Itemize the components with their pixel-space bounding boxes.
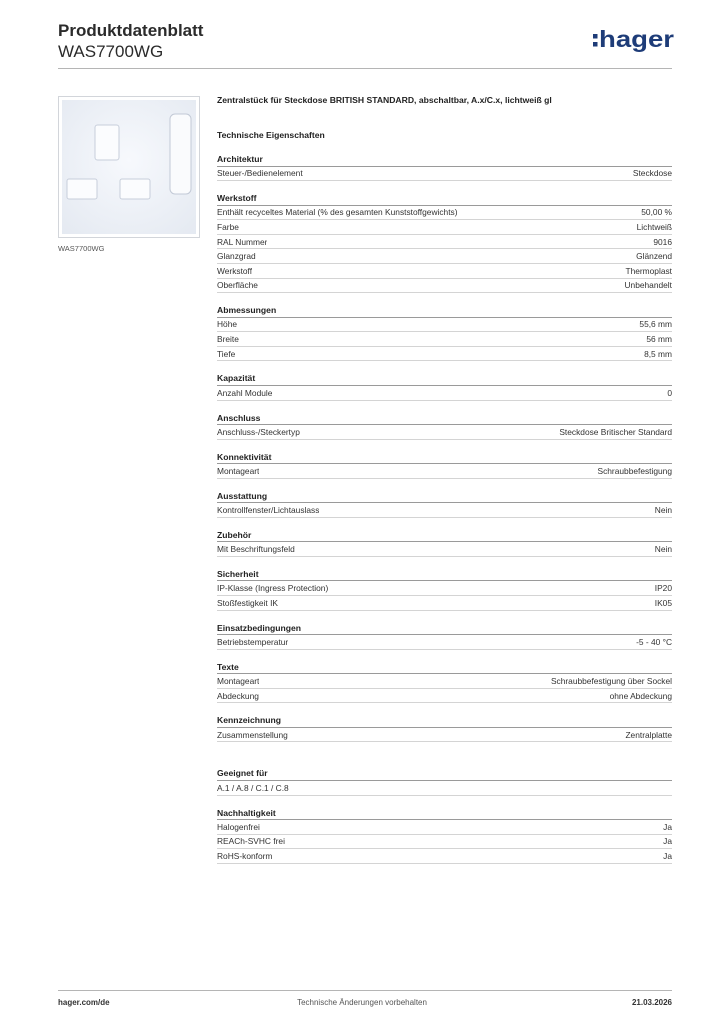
logo-dot-bottom [593,42,598,47]
datasheet-content [217,93,672,864]
property-value: Schraubbefestigung über Sockel [550,675,672,686]
group-title: Kapazität [217,371,672,386]
property-group [217,152,672,181]
property-value: Unbehandelt [624,280,672,291]
property-name: Stoßfestigkeit IK [217,597,278,608]
property-row [217,581,672,596]
header-divider [58,68,672,69]
property-name: Glanzgrad [217,251,256,262]
property-group [217,528,672,557]
group-title: Zubehör [217,528,672,543]
property-name: RoHS-konform [217,851,273,862]
property-row [217,781,672,796]
property-group [217,660,672,704]
property-group [217,567,672,611]
property-name: Montageart [217,465,260,476]
property-value: 0 [667,387,672,398]
property-group [217,766,672,795]
property-group [217,806,672,864]
property-group [217,371,672,400]
property-value: IK05 [654,597,672,608]
property-row [217,332,672,347]
logo-dot-top [593,34,598,39]
property-group [217,191,672,293]
socket-live-slot [120,179,150,199]
property-row [217,820,672,835]
footer-note: Technische Änderungen vorbehalten [297,998,427,1007]
property-value: Steckdose Britischer Standard [559,426,672,437]
hager-logo [592,24,676,60]
group-title: Anschluss [217,411,672,426]
property-value: IP20 [654,583,672,594]
property-row [217,503,672,518]
property-name: Kontrollfenster/Lichtauslass [217,505,320,516]
property-row [217,220,672,235]
group-title: Sicherheit [217,567,672,582]
property-name: Tiefe [217,348,236,359]
property-value: 50,00 % [641,207,672,218]
group-title: Geeignet für [217,766,672,781]
property-name: A.1 / A.8 / C.1 / C.8 [217,782,289,793]
property-name: Werkstoff [217,265,253,276]
property-name: Montageart [217,675,260,686]
property-row [217,206,672,221]
property-value: Nein [654,505,672,516]
footer-date: 21.03.2026 [631,998,672,1007]
group-title: Konnektivität [217,450,672,465]
property-name: REACh-SVHC frei [217,836,285,847]
group-title: Texte [217,660,672,675]
property-name: Oberfläche [217,280,258,291]
property-group [217,621,672,650]
property-row [217,279,672,294]
property-value: Nein [654,544,672,555]
property-row [217,674,672,689]
product-image [58,96,200,238]
group-title: Nachhaltigkeit [217,806,672,821]
page-title: Produktdatenblatt [58,21,204,40]
property-name: Zusammenstellung [217,729,288,740]
property-value: -5 - 40 °C [636,636,672,647]
property-row [217,235,672,250]
socket-neutral-slot [67,179,97,199]
property-row [217,728,672,743]
logo-wordmark: hager [599,26,675,52]
property-group [217,303,672,361]
property-name: Höhe [217,319,238,330]
property-value: Thermoplast [625,265,672,276]
group-title: Ausstattung [217,489,672,504]
socket-illustration [62,100,196,234]
group-title: Einsatzbedingungen [217,621,672,636]
article-number: WAS7700WG [58,42,164,61]
group-title: Werkstoff [217,191,672,206]
property-row [217,249,672,264]
property-row [217,264,672,279]
property-name: Betriebstemperatur [217,636,289,647]
property-value: Ja [663,836,672,847]
property-row [217,835,672,850]
property-value: Schraubbefestigung [597,465,672,476]
footer-divider [58,990,672,991]
section-title: Technische Eigenschaften [217,130,325,140]
property-value: 8,5 mm [644,348,672,359]
property-group [217,713,672,742]
property-row [217,347,672,362]
property-name: Anschluss-/Steckertyp [217,426,300,437]
property-row [217,167,672,182]
group-title: Architektur [217,152,672,167]
socket-switch [170,114,191,194]
property-value: Ja [663,851,672,862]
image-caption: WAS7700WG [58,244,105,253]
property-value: 56 mm [646,334,672,345]
property-value: 55,6 mm [639,319,672,330]
property-row [217,689,672,704]
property-row [217,596,672,611]
property-value: Steckdose [632,168,672,179]
property-groups [217,152,672,864]
property-name: IP-Klasse (Ingress Protection) [217,583,329,594]
property-row [217,464,672,479]
product-description: Zentralstück für Steckdose BRITISH STANDARD, abschaltbar, A.x/C.x, lichtweiß gl [217,95,552,105]
property-row [217,425,672,440]
property-row [217,386,672,401]
property-value: Ja [663,821,672,832]
property-row [217,635,672,650]
page-header [58,20,203,62]
property-group [217,489,672,518]
group-title: Kennzeichnung [217,713,672,728]
footer-website: hager.com/de [58,998,110,1007]
property-value: Lichtweiß [636,221,672,232]
property-name: Enthält recyceltes Material (% des gesamten Kunststoffgewichts) [217,207,458,218]
property-name: Breite [217,334,239,345]
property-value: 9016 [653,236,672,247]
property-name: RAL Nummer [217,236,268,247]
property-name: Steuer-/Bedienelement [217,168,303,179]
property-group [217,411,672,440]
socket-earth-slot [95,125,119,160]
property-value: Glänzend [636,251,672,262]
property-row [217,849,672,864]
group-title: Abmessungen [217,303,672,318]
property-value: ohne Abdeckung [609,690,672,701]
property-value: Zentralplatte [625,729,672,740]
property-group [217,450,672,479]
property-name: Abdeckung [217,690,259,701]
property-name: Anzahl Module [217,387,273,398]
property-name: Mit Beschriftungsfeld [217,544,295,555]
property-name: Farbe [217,221,239,232]
property-row [217,318,672,333]
property-row [217,542,672,557]
property-name: Halogenfrei [217,821,260,832]
